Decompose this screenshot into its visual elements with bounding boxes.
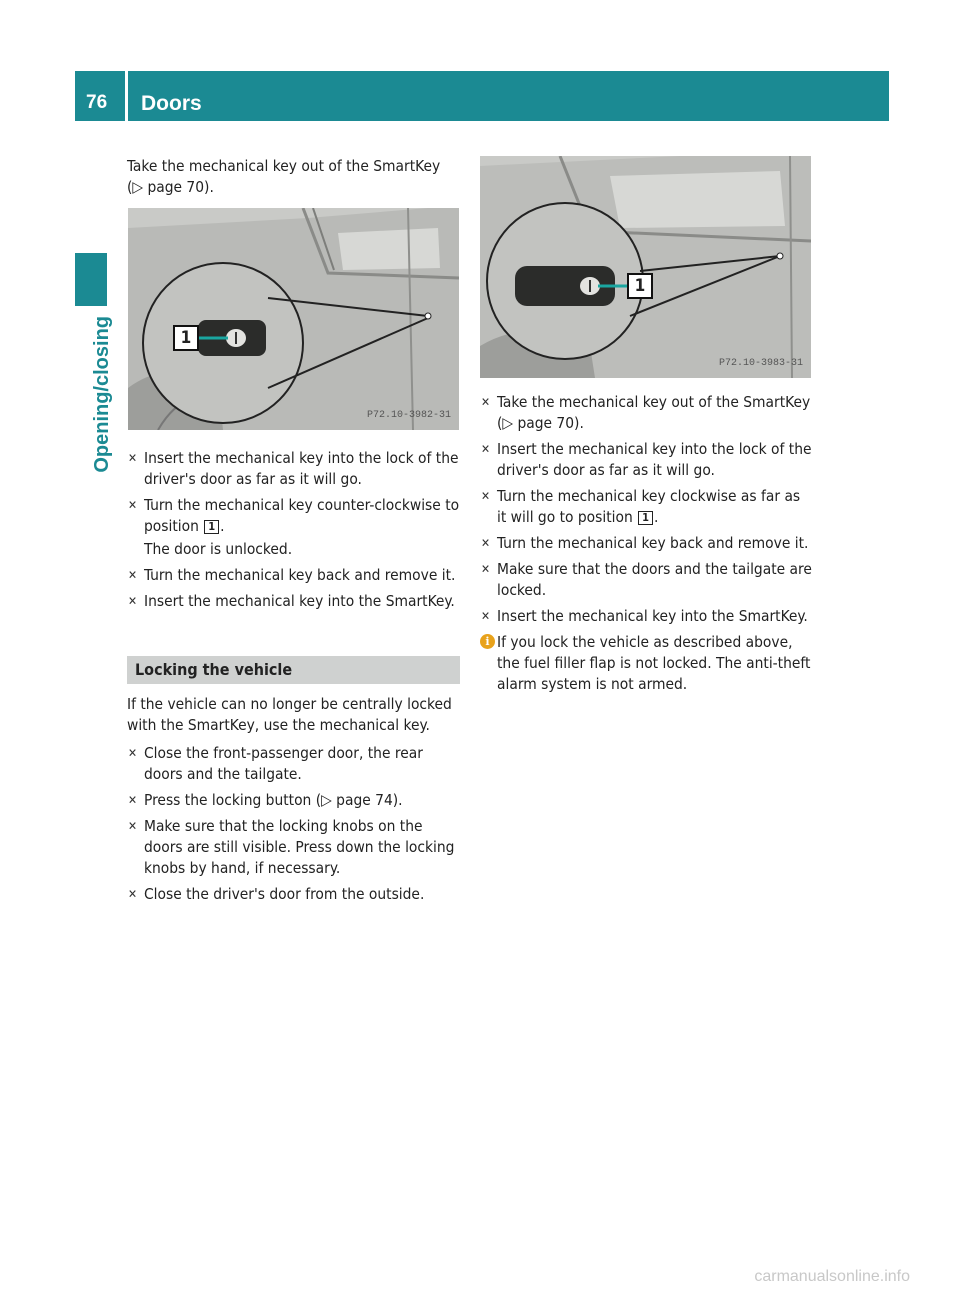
left-column xyxy=(127,156,460,910)
list-item: ✕ Insert the mechanical key into the lock of the driver's door as far as it will go. xyxy=(128,449,459,488)
step-arrow-icon: ✕ xyxy=(128,746,138,760)
step-arrow-icon: ✕ xyxy=(128,819,138,833)
section-title: Doors xyxy=(141,92,202,115)
step-arrow-icon: ✕ xyxy=(128,594,138,608)
step-arrow-icon: ✕ xyxy=(481,442,491,456)
page-number: 76 xyxy=(86,92,108,113)
list-item: ✕ Insert the mechanical key into the lock of the driver's door as far as it will go. xyxy=(481,440,812,479)
step-arrow-icon: ✕ xyxy=(481,536,491,550)
car-door-drawing xyxy=(128,208,459,430)
figure-code: P72.10-3983-31 xyxy=(718,358,803,369)
list-item: ✕ Turn the mechanical key clockwise as far as it will go to position 1 . xyxy=(481,487,801,526)
info-note: i If you lock the vehicle as described above, the fuel filler flap is not locked. The anti-theft alarm system is not armed. xyxy=(480,632,812,695)
header-divider xyxy=(125,71,128,121)
position-key: 1 xyxy=(204,520,219,534)
step-arrow-icon: ✕ xyxy=(481,609,491,623)
step-arrow-icon: ✕ xyxy=(128,568,138,582)
locking-heading: Locking the vehicle xyxy=(127,656,460,684)
list-item: ✕ Close the driver's door from the outside. xyxy=(128,885,425,903)
list-item: ✕ Insert the mechanical key into the SmartKey. xyxy=(128,592,455,610)
step-result: The door is unlocked. xyxy=(144,540,293,558)
step-arrow-icon: ✕ xyxy=(128,887,138,901)
watermark: carmanualsonline.info xyxy=(754,1268,910,1285)
side-tab-marker xyxy=(75,253,107,306)
figure-callout: 1 xyxy=(634,276,646,296)
position-key: 1 xyxy=(638,511,653,525)
list-item: ✕ Make sure that the doors and the tailgate are locked. xyxy=(481,560,812,599)
intro-text: Take the mechanical key out of the SmartKey (▷ page 70). xyxy=(127,157,441,196)
list-item: ✕ Make sure that the locking knobs on the doors are still visible. Press down the locking knobs by hand, if necessary. xyxy=(128,817,455,877)
step-arrow-icon: ✕ xyxy=(481,562,491,576)
list-item: ✕ Insert the mechanical key into the SmartKey. xyxy=(481,607,808,625)
list-item: ✕ Press the locking button (▷ page 74). xyxy=(128,791,403,809)
figure-code: P72.10-3982-31 xyxy=(366,410,451,421)
right-column xyxy=(480,156,812,695)
list-item: ✕ Turn the mechanical key counter-clockwise to position 1 . The door is unlocked. xyxy=(128,496,460,558)
info-icon: i xyxy=(480,634,495,649)
step-arrow-icon: ✕ xyxy=(481,489,491,503)
list-item: ✕ Turn the mechanical key back and remove it. xyxy=(481,534,809,552)
step-arrow-icon: ✕ xyxy=(128,498,138,512)
locking-intro: If the vehicle can no longer be centrally locked with the SmartKey, use the mechanical key. xyxy=(127,695,452,734)
step-arrow-icon: ✕ xyxy=(128,451,138,465)
step-arrow-icon: ✕ xyxy=(481,395,491,409)
list-item: ✕ Turn the mechanical key back and remove it. xyxy=(128,566,456,584)
door-lock-illustration-left xyxy=(128,208,459,430)
list-item: ✕ Take the mechanical key out of the SmartKey (▷ page 70). xyxy=(481,393,811,432)
figure-callout: 1 xyxy=(180,328,192,348)
step-arrow-icon: ✕ xyxy=(128,793,138,807)
list-item: ✕ Close the front-passenger door, the rear doors and the tailgate. xyxy=(128,744,423,783)
door-lock-illustration-right xyxy=(480,156,811,378)
car-door-drawing xyxy=(480,156,811,378)
side-chapter-label: Opening/closing xyxy=(91,316,113,473)
